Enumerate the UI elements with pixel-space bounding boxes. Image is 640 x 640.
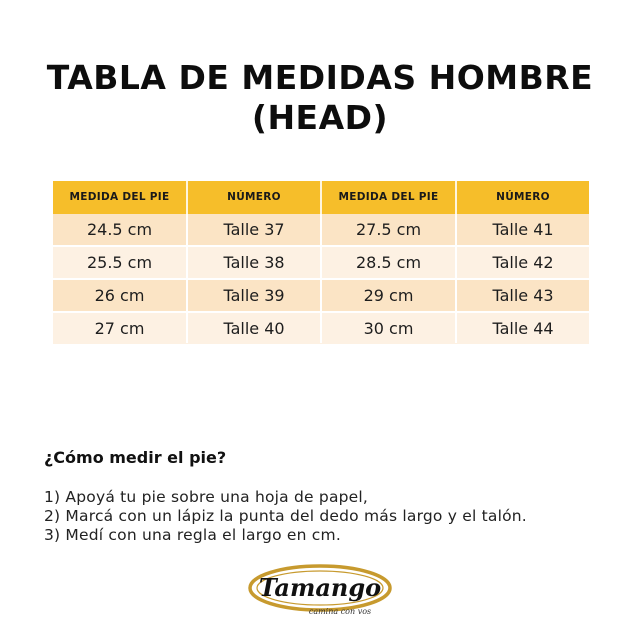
column-divider xyxy=(455,214,457,343)
logo-brand-text: Tamango xyxy=(258,573,382,602)
table-cell: 29 cm xyxy=(363,286,414,305)
table-cell: 28.5 cm xyxy=(355,253,422,272)
header-number-2: NÚMERO xyxy=(496,191,550,203)
table-header-row xyxy=(53,181,589,214)
page-title xyxy=(0,58,640,138)
table-cell: 27 cm xyxy=(94,319,145,338)
table-cell: 30 cm xyxy=(363,319,414,338)
table-cell: Talle 41 xyxy=(492,220,554,239)
logo-tagline-text: camina con vos xyxy=(308,607,372,616)
size-table xyxy=(53,181,589,343)
howto-step-3: 3) Medí con una regla el largo en cm. xyxy=(44,526,341,544)
howto-steps xyxy=(44,488,527,545)
brand-logo xyxy=(248,562,392,620)
table-cell: 25.5 cm xyxy=(86,253,153,272)
howto-heading: ¿Cómo medir el pie? xyxy=(44,448,227,467)
howto-step-1: 1) Apoyá tu pie sobre una hoja de papel, xyxy=(44,488,369,506)
table-cell: Talle 40 xyxy=(223,319,285,338)
header-number-1: NÚMERO xyxy=(227,191,281,203)
header-foot-length-2: MEDIDA DEL PIE xyxy=(338,191,439,203)
table-cell: Talle 38 xyxy=(223,253,285,272)
howto-step-2: 2) Marcá con un lápiz la punta del dedo más largo y el talón. xyxy=(44,507,527,525)
header-foot-length-1: MEDIDA DEL PIE xyxy=(69,191,170,203)
column-divider xyxy=(320,214,322,343)
table-cell: Talle 44 xyxy=(492,319,554,338)
table-cell: Talle 37 xyxy=(223,220,285,239)
column-divider xyxy=(186,214,188,343)
table-cell: Talle 39 xyxy=(223,286,285,305)
title-line-2: (HEAD) xyxy=(251,98,389,137)
header-divider xyxy=(320,181,322,214)
header-divider xyxy=(186,181,188,214)
title-line-1: TABLA DE MEDIDAS HOMBRE xyxy=(46,58,594,97)
table-cell: Talle 43 xyxy=(492,286,554,305)
table-cell: Talle 42 xyxy=(492,253,554,272)
table-cell: 27.5 cm xyxy=(355,220,422,239)
header-divider xyxy=(455,181,457,214)
table-cell: 26 cm xyxy=(94,286,145,305)
table-cell: 24.5 cm xyxy=(86,220,153,239)
logo-graphic xyxy=(248,562,392,620)
